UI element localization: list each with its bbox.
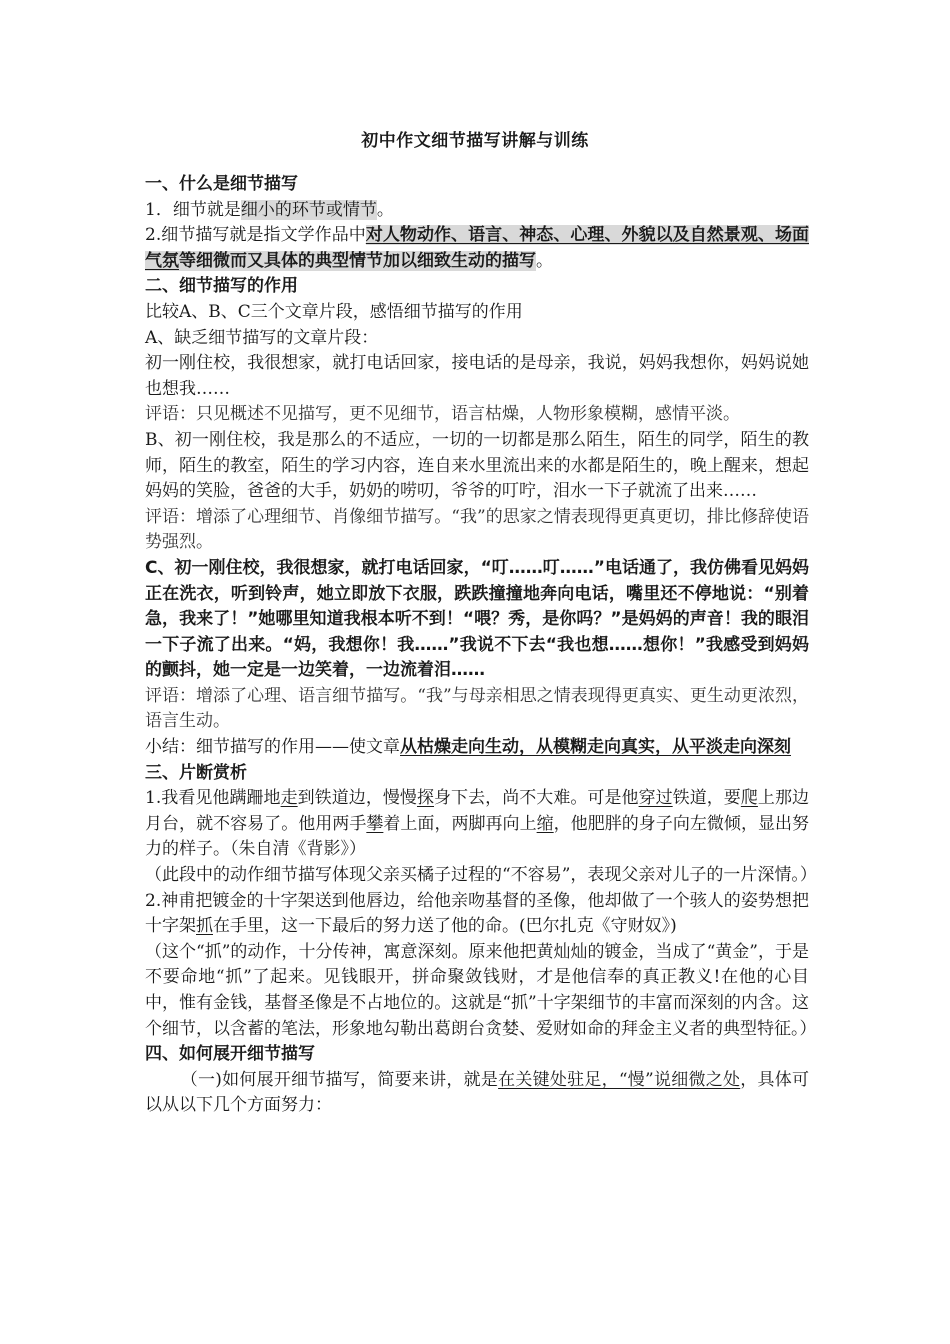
text-span: ，具体可以从以下几个方面努力： xyxy=(145,1069,810,1116)
paragraph-excerpt-2 xyxy=(145,889,809,940)
section-heading-4: 四、如何展开细节描写 xyxy=(145,1044,315,1065)
paragraph-definition-2 xyxy=(145,223,809,274)
text-span: 2.细节描写就是指文学作品中 xyxy=(145,225,366,246)
paragraph-definition-1 xyxy=(145,198,809,224)
text-span: 身下去，尚不大难。可是他 xyxy=(434,788,639,809)
paragraph-a-label: A、缺乏细节描写的文章片段： xyxy=(145,327,379,348)
text-span: 上那边月台，就不容易了。他用两手 xyxy=(145,788,809,834)
paragraph-intro: 比较A、B、C三个文章片段，感悟细节描写的作用 xyxy=(145,301,523,322)
section-heading-1: 一、什么是细节描写 xyxy=(145,174,298,194)
text-span: 。 xyxy=(536,250,553,271)
highlighted-text: 对人物动作、语言、神态、心理、外貌以及自然景观、场面气氛 xyxy=(145,225,809,271)
text-span: 铁道，要 xyxy=(672,788,741,809)
paragraph-c-comment: 评语：增添了心理、语言细节描写。“我”与母亲相思之情表现得更真实、更生动更浓烈，语言生动。 xyxy=(145,685,809,732)
text-span: （一)如何展开细节描写，简要来讲，就是 xyxy=(180,1069,499,1090)
underlined-word: 穿过 xyxy=(638,788,673,809)
text-span: 2.神甫把镀金的十字架送到他唇边，给他亲吻基督的圣像，他却做了一个骇人的姿势想把十字架 xyxy=(145,890,809,937)
section-heading-3: 三、片断赏析 xyxy=(145,762,247,783)
paragraph-a-text: 初一刚住校，我很想家，就打电话回家，接电话的是母亲，我说，妈妈我想你，妈妈说她也想我…… xyxy=(145,353,809,399)
paragraph-excerpt-2-note: （这个“抓”的动作，十分传神，寓意深刻。原来他把黄灿灿的镀金，当成了“黄金”，于是不要命地“抓”了起来。见钱眼开，拼命聚敛钱财，才是他信奉的真正教义!在他的心目中，惟有金钱，基督圣像是不占地位的。这就是“抓”十字架细节的丰富而深刻的内含。这个细节，以含蓄的笔法，形象地勾勒出葛朗台贪婪、爱财如命的拜金主义者的典型特征。） xyxy=(145,941,817,1039)
paragraph-c-text: C、初一刚住校，我很想家，就打电话回家，“叮……叮……”电话通了，我仿佛看见妈妈正在洗衣，听到铃声，她立即放下衣服，跌跌撞撞地奔向电话，嘴里还不停地说：“别着急，我来了！”她哪里知道我根本听不到！“喂？秀，是你吗？”是妈妈的声音！我的眼泪一下子流了出来。“妈，我想你！我……”我说不下去“我也想……想你！”我感受到妈妈的颤抖，她一定是一边笑着，一边流着泪…… xyxy=(145,557,809,681)
paragraph-summary xyxy=(145,735,809,761)
underlined-word: 探 xyxy=(416,788,435,809)
underlined-word: 攀 xyxy=(366,813,384,834)
document-title: 初中作文细节描写讲解与训练 xyxy=(361,131,589,151)
text-span: 1.我看见他蹒跚地 xyxy=(145,788,281,809)
document-body xyxy=(145,172,817,1119)
text-span: 。 xyxy=(376,199,394,220)
text-span: ，他肥胖的身子向左微倾，显出努力的样子。（朱自清《背影》） xyxy=(145,813,810,860)
highlighted-text: 细小的环节或情节 xyxy=(240,199,377,220)
text-span: 在手里，这一下最后的努力送了他的命。(巴尔扎克《守财奴》) xyxy=(213,916,677,937)
text-span: 到铁道边，慢慢 xyxy=(297,788,417,809)
section-heading-2: 二、细节描写的作用 xyxy=(145,276,298,297)
highlighted-text: 等细微而又具体的典型情节加以细致生动的描写 xyxy=(179,250,536,271)
paragraph-excerpt-1 xyxy=(145,786,809,863)
paragraph-excerpt-1-note: （此段中的动作细节描写体现父亲买橘子过程的“不容易”，表现父亲对儿子的一片深情。） xyxy=(145,865,817,886)
underlined-text: 从枯燥走向生动，从模糊走向真实，从平淡走向深刻 xyxy=(400,737,791,758)
underlined-word: 走 xyxy=(280,788,298,809)
underlined-word: 抓 xyxy=(196,916,213,937)
text-span: 小结：细节描写的作用——使文章 xyxy=(145,737,400,758)
text-span: 1．细节就是 xyxy=(145,199,241,220)
paragraph-method xyxy=(145,1068,809,1119)
paragraph-b-text: B、初一刚住校，我是那么的不适应，一切的一切都是那么陌生，陌生的同学，陌生的教师，陌生的教室，陌生的学习内容，连自来水里流出来的水都是陌生的，晚上醒来，想起妈妈的笑脸，爸爸的大手，奶奶的唠叨，爷爷的叮咛，泪水一下子就流了出来…… xyxy=(145,429,809,502)
underlined-word: 爬 xyxy=(740,788,758,809)
underlined-text: 在关键处驻足，“慢”说细微之处 xyxy=(498,1069,741,1090)
underlined-word: 缩 xyxy=(536,813,554,834)
text-span: 着上面，两脚再向上 xyxy=(383,813,537,834)
paragraph-b-comment: 评语：增添了心理细节、肖像细节描写。“我”的思家之情表现得更真更切，排比修辞使语势强烈。 xyxy=(145,506,809,553)
paragraph-a-comment: 评语：只见概述不见描写，更不见细节，语言枯燥，人物形象模糊，感情平淡。 xyxy=(145,404,740,425)
